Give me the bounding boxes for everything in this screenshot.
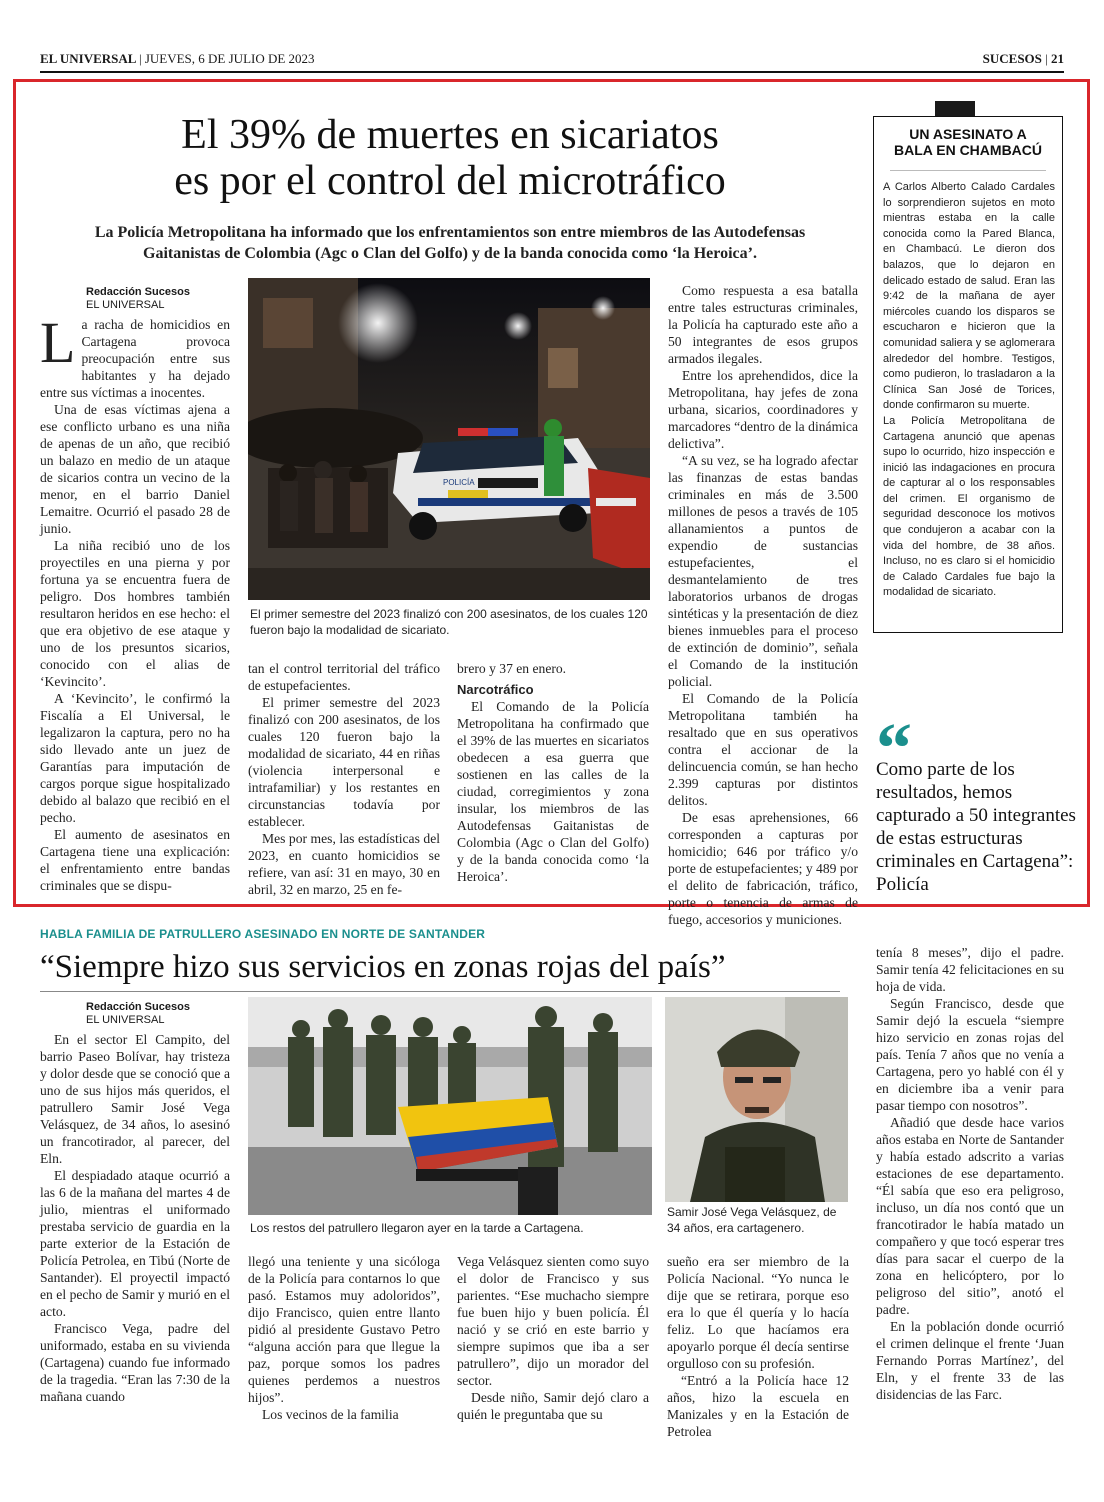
second-headline-rule [40, 991, 840, 992]
paper-name: EL UNIVERSAL [40, 51, 136, 66]
paragraph: “Entró a la Policía hace 12 años, hizo la escuela en Manizales y en la Estación de Petrolea [667, 1373, 849, 1439]
sidebar-paragraph: A Carlos Alberto Calado Cardales lo sorprendieron sujetos en moto mientras estaba en la calle conocida como la Pared Blanca, en Chambacú. Le dieron dos balazos, que lo dejaron en delicado estado de salud. Eran las 9:42 de la mañana de ayer miércoles cuando los disparos se escucharon e hicieron que la comunidad saliera y se aglomerara alrededor del hombre. Testigos, como pudieron, lo trasladaron a la Clínica San José de Torices, donde confirmaron su muerte. [883, 181, 1055, 412]
subhead-narcotrafico: Narcotráfico [457, 682, 534, 697]
paragraph: El primer semestre del 2023 finalizó con 200 asesinatos, de los cuales 120 fueron bajo la modalidad de sicariato, 44 en riñas (violencia interpersonal e intrafamiliar) y los restantes en circunstancias todavía por establecer. [248, 695, 440, 829]
issue-date: JUEVES, 6 DE JULIO DE 2023 [144, 51, 315, 66]
second-column-1 [40, 1031, 230, 1405]
byline-name: Redacción Sucesos [86, 286, 190, 298]
sidebar-tab [935, 101, 975, 117]
second-column-5 [876, 944, 1064, 1403]
paragraph: El Comando de la Policía Metropolitana ha confirmado que el 39% de las muertes en sicariatos obedecen a esa guerra que sostienen en las calles de la ciudad, corregimientos y zona insular, los miembros de las Autodefensas Gaitanistas de Colombia (Agc o Clan del Golfo) y de la banda conocida como ‘la Heroica’. [457, 699, 649, 884]
second-byline [86, 1001, 190, 1027]
paragraph: llegó una teniente y una sicóloga de la Policía para contarnos lo que pasó. Estamos muy adoloridos”, dijo Francisco, quien entre llanto pidió al presidente Gustavo Petro “alguna acción para que llegue la paz, porque somos los padres quienes perdemos a nuestros hijos”. [248, 1254, 440, 1405]
masthead-right: SUCESOS | 21 [982, 51, 1064, 66]
sidebar-text [883, 180, 1055, 601]
second-column-4 [667, 1253, 849, 1440]
second-column-2 [248, 1253, 440, 1423]
paragraph: Mes por mes, las estadísticas del 2023, en cuanto homicidios se refiere, van así: 31 en mayo, 30 en abril, 32 en marzo, 25 en fe- [248, 831, 440, 897]
paragraph: a racha de homicidios en Cartagena provoca preocupación entre sus habitantes y ha dejado entre sus víctimas a inocentes. [40, 317, 230, 400]
sidebar-rule [890, 170, 1046, 171]
second-headline: “Siempre hizo sus servicios en zonas rojas del país” [40, 949, 726, 985]
masthead-rule [40, 71, 1064, 73]
deck-line: Gaitanistas de Colombia (Agc o Clan del Golfo) y de la banda conocida como ‘la Heroica’. [143, 245, 757, 262]
deck-line: La Policía Metropolitana ha informado que los enfrentamientos son entre miembros de las Autodefensas [94, 224, 806, 241]
paragraph: Francisco Vega, padre del uniformado, estaba en su vivienda (Cartagena) cuando fue informado de la tragedia. “Eran las 7:30 de la mañana cuando [40, 1321, 230, 1404]
paragraph: A ‘Kevincito’, le confirmó la Fiscalía a El Universal, le legalizaron la captura, pero no ha sido llevado ante un juez de Garantías para imputación de cargos porque sigue hospitalizado debido al balazo que recibió en el pecho. [40, 691, 230, 825]
pull-quote: Como parte de los resultados, hemos capturado a 50 integrantes de estas estructuras criminales en Cartagena”: Policía [876, 759, 1076, 895]
sidebar-title-line: UN ASESINATO A [909, 126, 1027, 142]
section-name: SUCESOS [982, 51, 1042, 66]
sidebar-title [878, 126, 1058, 158]
photo-vehicle-label: POLICÍA [443, 478, 475, 487]
coffin-procession-image [248, 997, 652, 1215]
paragraph: Los vecinos de la familia [262, 1407, 399, 1422]
paragraph: La niña recibió uno de los proyectiles en una pierna y por fortuna ya se encuentra fuera de peligro. Dos hombres también resultaron heridos en ese hecho: el que era objetivo de ese ataque y uno de los presuntos sicarios, conocido con el alias de ‘Kevincito’. [40, 538, 230, 689]
paragraph: brero y 37 en enero. [457, 661, 567, 676]
paragraph: Entre los aprehendidos, dice la Metropolitana, hay jefes de zona urbana, sicarios, coordinadores y marcadores “dentro de la dinámica delictiva”. [668, 368, 858, 451]
paragraph: “A su vez, se ha logrado afectar las finanzas de estas bandas criminales en más de 3.500 millones de pesos a través de 105 allanamientos a puntos de expendio de sustancias estupefacientes, el desmantelamiento de tres laboratorios urbanos de drogas sintéticas y la presentación de diez bienes inmuebles para el proceso de extinción de dominio”, señala el Comando de la institución policial. [668, 453, 858, 689]
paragraph: sueño era ser miembro de la Policía Nacional. “Yo nunca le dije que se retirara, porque eso era lo que él quería y lo hacía feliz. Lo que hacíamos era apoyarlo porque él decía sentirse orgulloso con su profesión. [667, 1254, 849, 1371]
portrait-photo [665, 997, 848, 1202]
patrolman-portrait-image [665, 997, 848, 1202]
paragraph: El despiadado ataque ocurrió a las 6 de la mañana del martes 4 de julio, mientras el uniformado prestaba servicio de guardia en la parte exterior de la Estación de Policía Petrolea, en Tibú (Norte de Santander). El proyectil impactó en el pecho de Samir y murió en el acto. [40, 1168, 230, 1319]
paragraph: En la población donde ocurrió el crimen delinque el frente ‘Juan Fernando Porras Martínez’, del Eln, y el frente 33 de las disidencias de las Farc. [876, 1319, 1064, 1402]
sidebar-title-line: BALA EN CHAMBACÚ [893, 142, 1043, 158]
sidebar-paragraph: La Policía Metropolitana de Cartagena anunció que apenas supo lo ocurrido, hizo inspección e inició las indagaciones en procura de capturar al o los responsables del crimen. El organismo de seguridad desconoce los motivos que condujeron a acabar con la vida del hombre, de 38 años. Incluso, no es claro si el homicidio de Calado Cardales fue bajo la modalidad de sicariato. [883, 414, 1055, 599]
main-photo [248, 278, 650, 600]
police-scene-image [248, 278, 650, 600]
portrait-photo-caption: Samir José Vega Velásquez, de 34 años, era cartagenero. [667, 1205, 837, 1235]
second-kicker: HABLA FAMILIA DE PATRULLERO ASESINADO EN NORTE DE SANTANDER [40, 927, 486, 941]
paragraph: En el sector El Campito, del barrio Paseo Bolívar, hay tristeza y dolor desde que se conoció que a uno de sus hijos más queridos, el patrullero Samir José Vega Velásquez, de 34 años, lo asesinó un francotirador, al parecer, del Eln. [40, 1032, 230, 1166]
second-column-3 [457, 1253, 649, 1423]
main-deck [30, 222, 870, 264]
headline-line: El 39% de muertes en sicariatos [181, 112, 719, 158]
paragraph: Añadió que desde hace varios años estaba en Norte de Santander y había estado adscrito a varias estaciones de ese departamento. “Él sabía que eso era peligroso, incluso, un día nos contó que un francotirador le había matado un compañero y que tocó esperar tres días para sacar el cuerpo de la zona en helicóptero, por lo peligroso del sitio”, anotó el padre. [876, 1115, 1064, 1317]
coffin-photo [248, 997, 652, 1215]
paragraph: tenía 8 meses”, dijo el padre. Samir tenía 42 felicitaciones en su hoja de vida. [876, 945, 1064, 994]
main-column-1 [40, 310, 230, 896]
paragraph: El aumento de asesinatos en Cartagena tiene una explicación: el enfrentamiento entre bandas criminales que se dispu- [40, 827, 230, 893]
paragraph: Según Francisco, desde que Samir dejó la escuela “siempre hizo servicio en zonas rojas del país. Tenía 7 años que no venía a Cartagena, pero yo hablé con él y en diciembre iba a venir para pasar tiempo con nosotros”. [876, 996, 1064, 1113]
byline-outlet: EL UNIVERSAL [86, 299, 165, 311]
masthead-left: EL UNIVERSAL | JUEVES, 6 DE JULIO DE 2023 [40, 51, 315, 66]
paragraph: De esas aprehensiones, 66 corresponden a capturas por homicidio; 646 por tráfico y/o porte de estupefacientes; y 489 por el delito de fabricación, tráfico, porte o tenencia de armas de fuego, accesorios y municiones. [668, 810, 858, 927]
main-column-2 [248, 660, 440, 898]
paragraph: Una de esas víctimas ajena a ese conflicto urbano es una niña de apenas de un año, que recibió un balazo en medio de un ataque de sicarios contra un vecino de la menor, en el barrio Daniel Lemaitre. Ocurrió el pasado 28 de junio. [40, 402, 230, 536]
drop-cap: L [40, 310, 76, 375]
coffin-photo-caption: Los restos del patrullero llegaron ayer en la tarde a Cartagena. [250, 1221, 584, 1235]
headline-line: es por el control del microtráfico [174, 158, 726, 204]
byline-name: Redacción Sucesos [86, 1001, 190, 1013]
paragraph: Como respuesta a esa batalla entre tales estructuras criminales, la Policía ha capturado este año a 50 integrantes de esos grupos armados ilegales. [668, 283, 858, 366]
main-column-4 [668, 282, 858, 928]
paragraph: El Comando de la Policía Metropolitana también ha resaltado que en sus operativos contra el accionar de la delincuencia común, se han hecho 2.399 capturas por distintos delitos. [668, 691, 858, 808]
paragraph: tan el control territorial del tráfico de estupefacientes. [248, 661, 440, 693]
main-headline [40, 112, 860, 204]
byline-outlet: EL UNIVERSAL [86, 1014, 165, 1026]
quote-mark-icon: “ [876, 708, 912, 788]
main-photo-caption: El primer semestre del 2023 finalizó con 200 asesinatos, de los cuales 120 fueron bajo la modalidad de sicariato. [250, 607, 648, 637]
page-number: 21 [1051, 51, 1064, 66]
main-column-3 [457, 660, 649, 885]
main-byline [86, 286, 190, 312]
paragraph: Vega Velásquez sienten como suyo el dolor de Francisco y sus parientes. “Ese muchacho siempre fue buen hijo y buen policía. Él nació y se crió en este barrio y siempre supimos que iba a ser patrullero”, dijo un morador del sector. [457, 1254, 649, 1388]
paragraph: Desde niño, Samir dejó claro a quién le preguntaba que su [457, 1390, 649, 1422]
